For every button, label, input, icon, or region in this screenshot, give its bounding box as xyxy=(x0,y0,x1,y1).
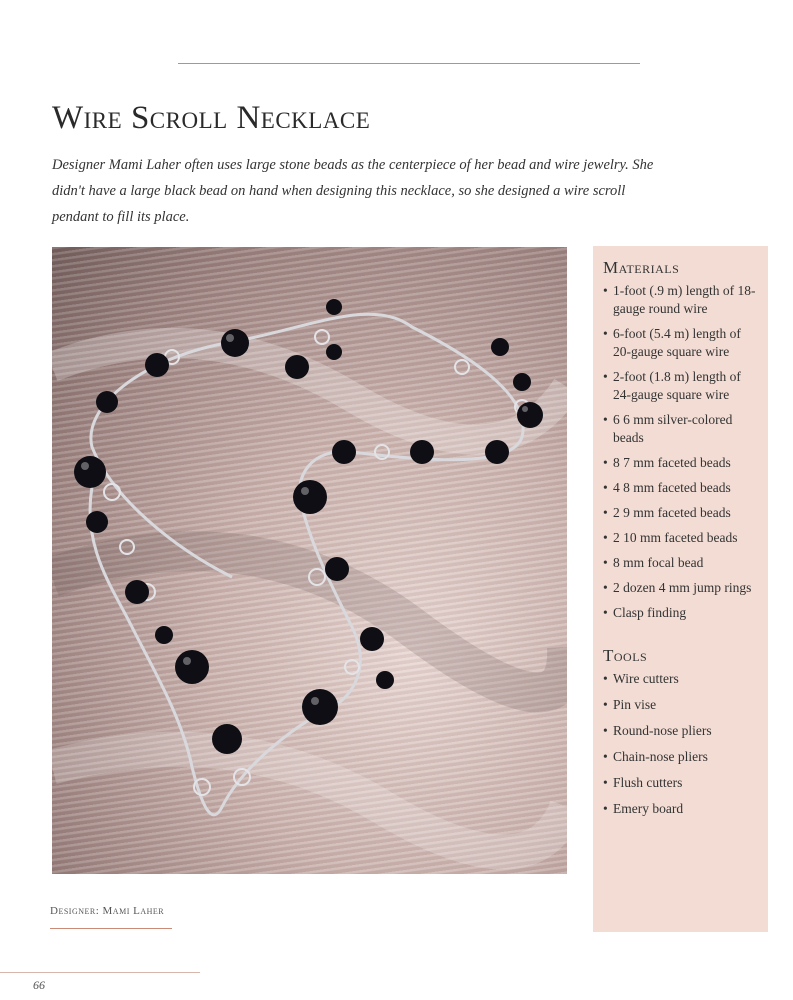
list-item: • Clasp finding xyxy=(603,604,760,622)
necklace-photo xyxy=(52,247,567,874)
footer-divider xyxy=(0,972,200,973)
necklace-illustration xyxy=(52,247,567,874)
list-item: • 1-foot (.9 m) length of 18-gauge round wire xyxy=(603,282,760,318)
list-item: • 2 dozen 4 mm jump rings xyxy=(603,579,760,597)
list-item: • 8 mm focal bead xyxy=(603,554,760,572)
list-item: • Wire cutters xyxy=(603,670,760,688)
intro-paragraph: Designer Mami Laher often uses large stone beads as the centerpiece of her bead and wire jewelry. She didn't have a large black bead on hand when designing this necklace, so she designed a wire scroll pendant to fill its place. xyxy=(52,157,654,225)
top-divider xyxy=(178,63,640,64)
list-item: • 6-foot (5.4 m) length of 20-gauge square wire xyxy=(603,325,760,361)
list-item: • 2 9 mm faceted beads xyxy=(603,504,760,522)
list-item: • 4 8 mm faceted beads xyxy=(603,479,760,497)
materials-list xyxy=(603,282,760,622)
materials-sidebar xyxy=(593,246,768,932)
page-title: Wire Scroll Necklace xyxy=(52,100,371,136)
list-item: • 8 7 mm faceted beads xyxy=(603,454,760,472)
list-item: • 2-foot (1.8 m) length of 24-gauge square wire xyxy=(603,368,760,404)
credit-divider xyxy=(50,928,172,929)
designer-credit: Designer: Mami Laher xyxy=(50,905,165,917)
list-item: • Round-nose pliers xyxy=(603,722,760,740)
list-item: • Pin vise xyxy=(603,696,760,714)
page-number: 66 xyxy=(33,978,45,992)
tools-heading: Tools xyxy=(603,646,648,665)
list-item: • Emery board xyxy=(603,800,760,818)
list-item: • Chain-nose pliers xyxy=(603,748,760,766)
list-item: • Flush cutters xyxy=(603,774,760,792)
list-item: • 6 6 mm silver-colored beads xyxy=(603,411,760,447)
list-item: • 2 10 mm faceted beads xyxy=(603,529,760,547)
tools-list xyxy=(603,670,760,818)
materials-heading: Materials xyxy=(603,258,680,277)
